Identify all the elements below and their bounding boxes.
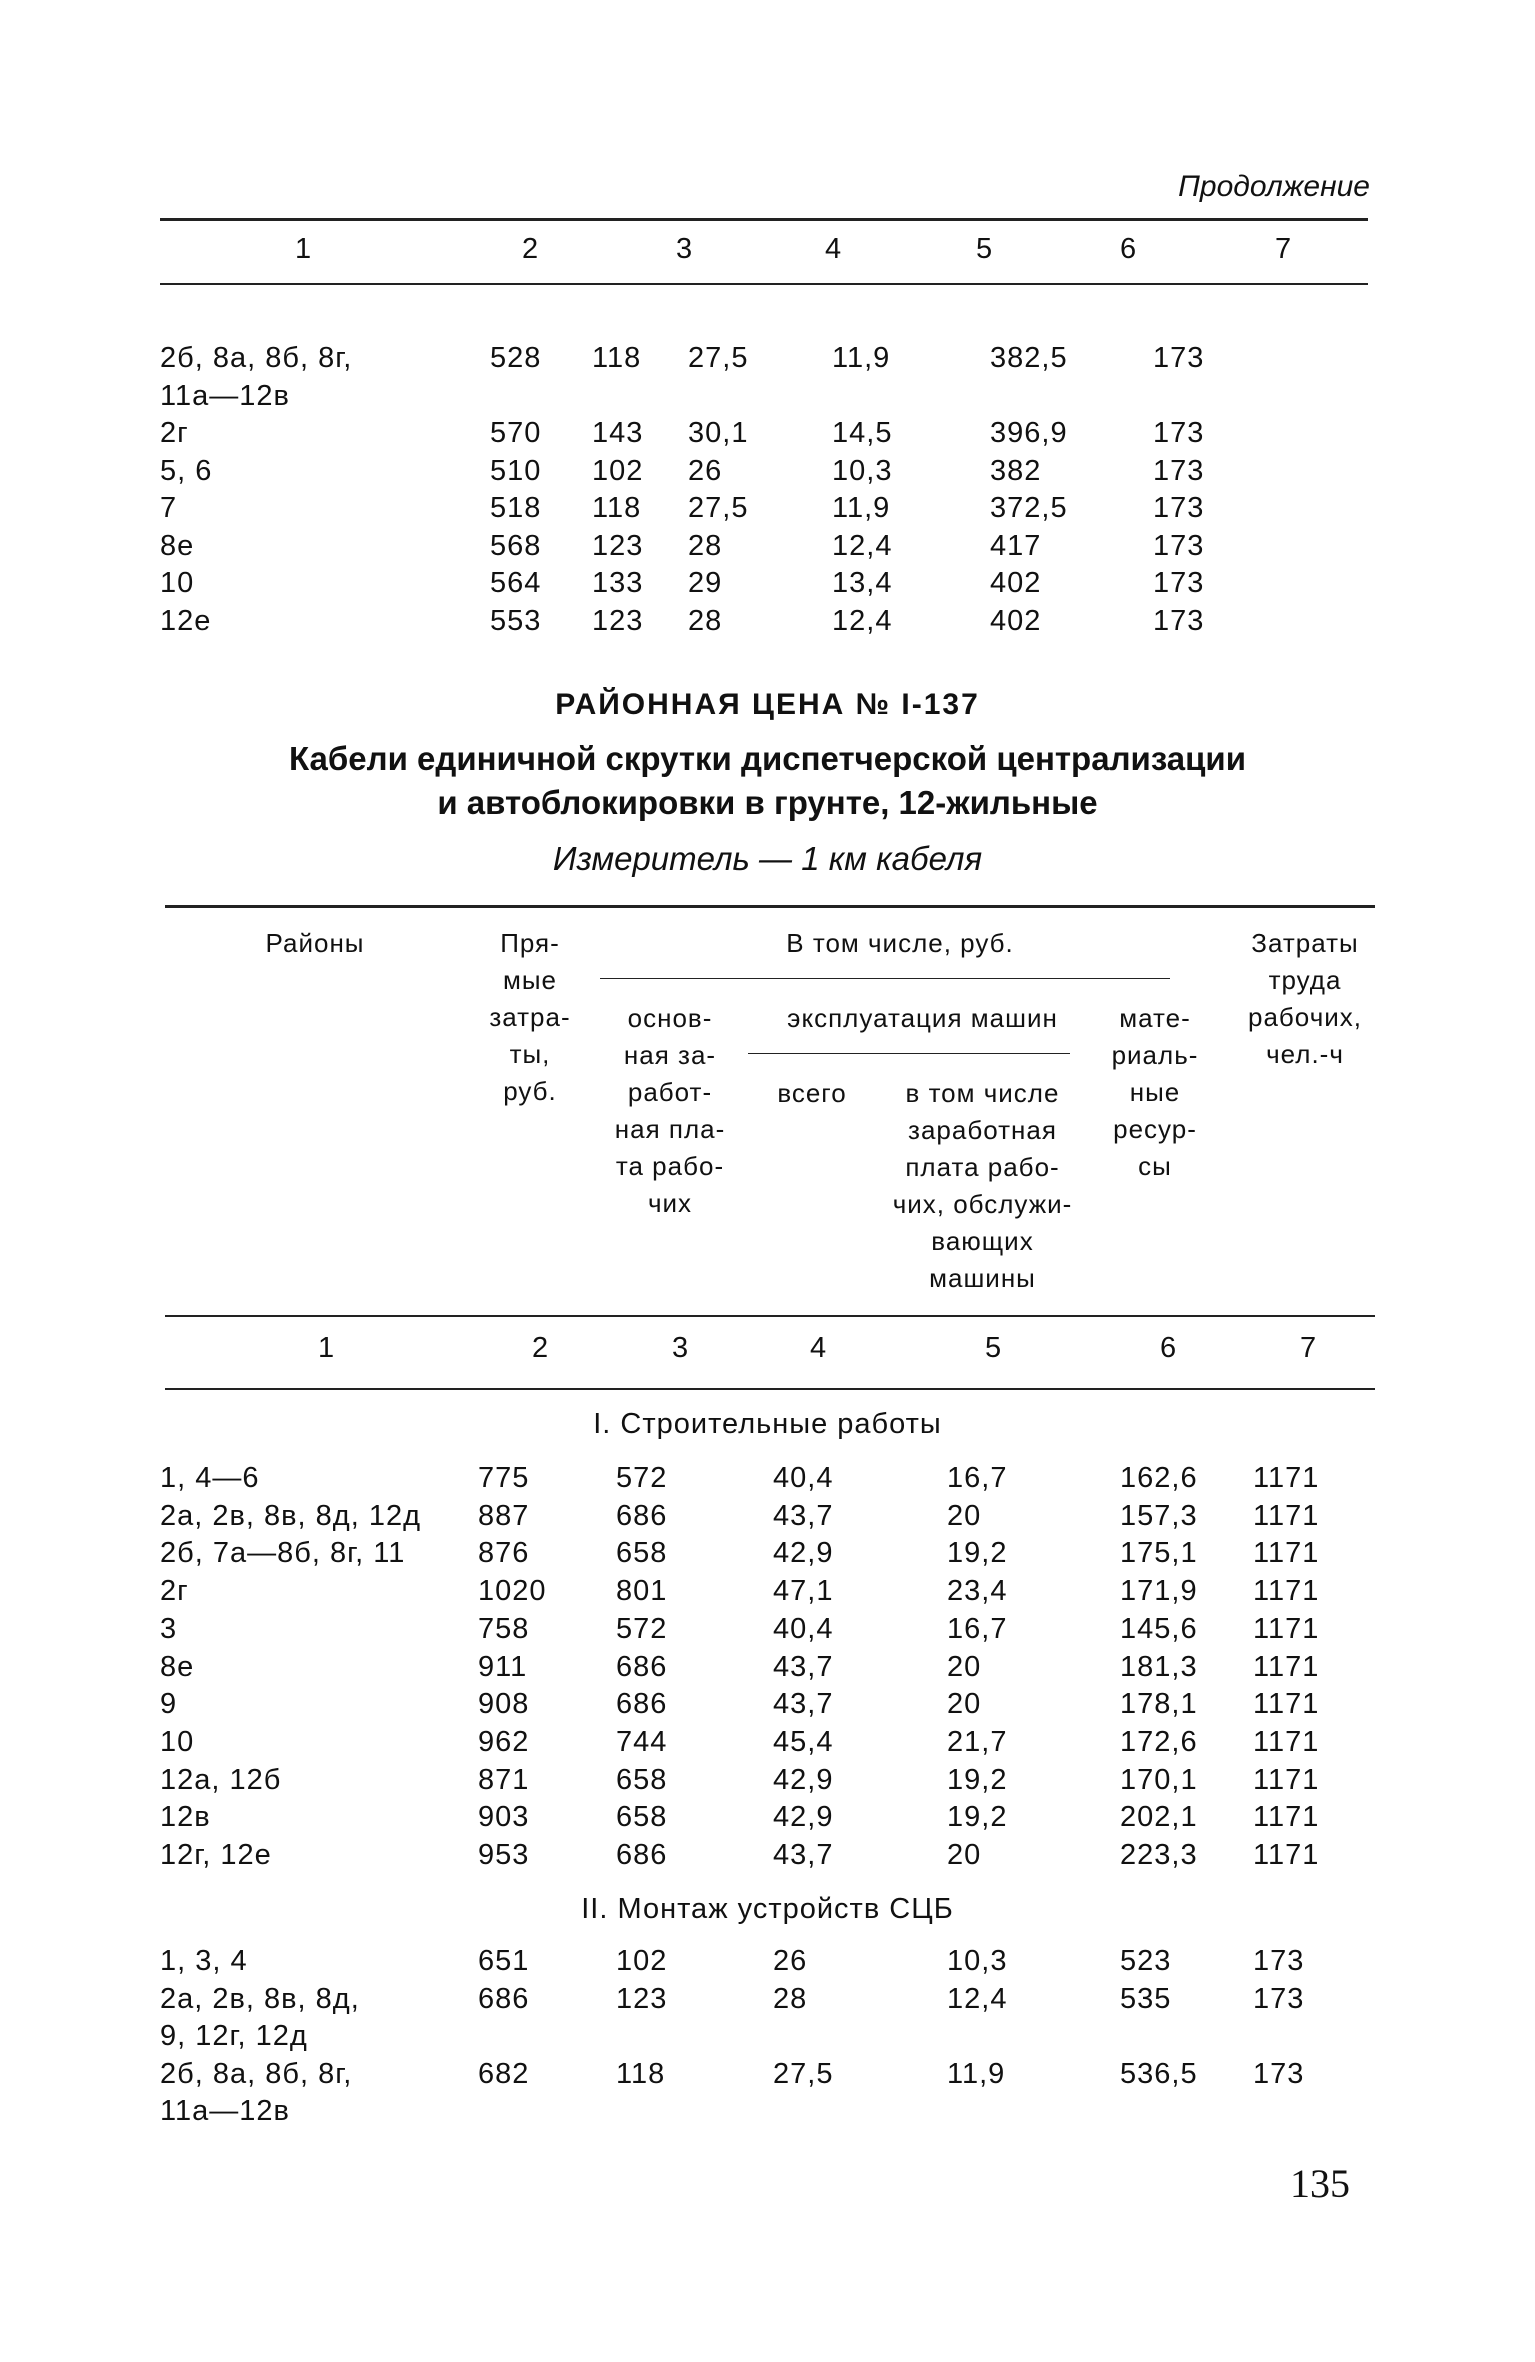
continuation-label: Продолжение — [1178, 170, 1370, 203]
section2-cell-col-3: 118 — [616, 2057, 666, 2090]
section2-cell-col-3: 102 — [616, 1945, 668, 1977]
section1-cell-col-1: 9 — [160, 1688, 178, 1721]
main-table-number-col-5: 5 — [985, 1332, 1003, 1364]
section2-cell-col-5: 10,3 — [947, 1945, 1008, 1977]
section1-cell-col-4: 42,9 — [773, 1801, 834, 1834]
section1-cell-col-7: 1171 — [1253, 1612, 1320, 1645]
top-table-cell-col-1: 5, 6 — [160, 454, 213, 487]
header-total: всего — [777, 1078, 847, 1108]
main-table-rule-top — [165, 905, 1375, 908]
top-table-number-col-3: 3 — [676, 233, 694, 265]
top-table-number-col-1: 1 — [295, 233, 313, 265]
top-table-cell-col-5: 11,9 — [832, 492, 891, 524]
top-table-cell-col-2: 518 — [490, 492, 542, 524]
section2-cell-col-4: 27,5 — [773, 2057, 834, 2090]
section1-cell-col-6: 171,9 — [1120, 1575, 1198, 1608]
section1-cell-col-7: 1171 — [1253, 1801, 1320, 1834]
section1-cell-col-5: 20 — [947, 1650, 982, 1683]
top-table-cell-col-5: 12,4 — [832, 529, 893, 562]
section1-cell-col-2: 876 — [478, 1537, 530, 1570]
top-table-cell-col-3: 102 — [592, 454, 644, 487]
top-table-cell-col-3: 123 — [592, 604, 644, 637]
section1-cell-col-7: 1171 — [1253, 1462, 1320, 1494]
section2-cell-col-4: 26 — [773, 1945, 808, 1977]
top-table-rule-header — [160, 283, 1368, 285]
top-table-cell-col-1: 12е — [160, 604, 212, 637]
section2-cell-col-1: 11а—12в — [160, 2095, 290, 2127]
section1-cell-col-6: 178,1 — [1120, 1688, 1198, 1721]
section1-cell-col-1: 12а, 12б — [160, 1763, 282, 1796]
top-table-cell-col-2: 564 — [490, 567, 542, 599]
top-table-cell-col-5: 12,4 — [832, 604, 893, 637]
top-table-cell-col-6: 382 — [990, 454, 1042, 487]
top-table-cell-col-4: 28 — [688, 529, 723, 562]
section1-cell-col-7: 1171 — [1253, 1725, 1320, 1758]
section1-title: I. Строительные работы — [593, 1408, 942, 1440]
top-table-cell-col-6: 417 — [990, 529, 1042, 562]
section2-cell-col-1: 2а, 2в, 8в, 8д, — [160, 1982, 360, 2015]
top-table-cell-col-3: 133 — [592, 567, 644, 599]
section1-cell-col-5: 19,2 — [947, 1801, 1008, 1834]
top-table-cell-col-4: 29 — [688, 567, 723, 599]
top-table-cell-col-6: 382,5 — [990, 342, 1068, 374]
header-basic-wages: основ- ная за- работ- ная пла- та рабо- чих — [614, 1003, 726, 1218]
section1-cell-col-4: 43,7 — [773, 1839, 834, 1871]
top-table-cell-col-2: 570 — [490, 417, 542, 449]
header-including-rule — [600, 978, 1170, 979]
section1-cell-col-7: 1171 — [1253, 1650, 1320, 1683]
section2-cell-col-6: 536,5 — [1120, 2057, 1198, 2090]
section1-cell-col-2: 775 — [478, 1462, 530, 1494]
section1-cell-col-3: 686 — [616, 1650, 668, 1683]
top-table-number-col-5: 5 — [976, 233, 994, 265]
section1-cell-col-3: 572 — [616, 1462, 668, 1494]
section1-cell-col-3: 686 — [616, 1839, 668, 1871]
section1-cell-col-4: 43,7 — [773, 1499, 834, 1532]
section1-cell-col-2: 758 — [478, 1612, 530, 1645]
section1-cell-col-4: 45,4 — [773, 1725, 834, 1758]
section1-cell-col-2: 911 — [478, 1650, 528, 1683]
top-table-cell-col-3: 143 — [592, 417, 644, 449]
section1-cell-col-2: 887 — [478, 1499, 530, 1532]
section2-cell-col-5: 12,4 — [947, 1982, 1008, 2015]
section2-cell-col-7: 173 — [1253, 1982, 1305, 2015]
section1-cell-col-6: 202,1 — [1120, 1801, 1198, 1834]
section1-cell-col-1: 2а, 2в, 8в, 8д, 12д — [160, 1499, 422, 1532]
main-table-number-col-1: 1 — [318, 1332, 336, 1364]
section1-cell-col-4: 43,7 — [773, 1650, 834, 1683]
section1-cell-col-4: 43,7 — [773, 1688, 834, 1721]
section1-cell-col-6: 175,1 — [1120, 1537, 1198, 1570]
top-table-cell-col-7: 173 — [1153, 342, 1205, 374]
section1-cell-col-1: 2г — [160, 1575, 189, 1608]
top-table-cell-col-1: 11а—12в — [160, 379, 290, 412]
main-table-number-col-6: 6 — [1160, 1332, 1178, 1364]
section1-cell-col-1: 3 — [160, 1612, 178, 1645]
section1-cell-col-6: 170,1 — [1120, 1763, 1198, 1796]
top-table-cell-col-3: 118 — [592, 342, 642, 374]
top-table-cell-col-7: 173 — [1153, 454, 1205, 487]
section1-cell-col-2: 908 — [478, 1688, 530, 1721]
section1-cell-col-5: 21,7 — [947, 1725, 1008, 1758]
measure-unit: Измеритель — 1 км кабеля — [552, 840, 983, 877]
regional-price-heading: РАЙОННАЯ ЦЕНА № I-137 — [555, 688, 980, 721]
section2-cell-col-1: 9, 12г, 12д — [160, 2020, 308, 2052]
top-table-cell-col-1: 2г — [160, 417, 189, 449]
section1-cell-col-2: 903 — [478, 1801, 530, 1834]
main-table-rule-numbers — [165, 1388, 1375, 1390]
top-table-rule-top — [160, 218, 1368, 221]
top-table-cell-col-2: 568 — [490, 529, 542, 562]
section2-cell-col-6: 523 — [1120, 1945, 1172, 1977]
section2-cell-col-2: 651 — [478, 1945, 530, 1977]
top-table-cell-col-6: 402 — [990, 567, 1042, 599]
header-including-wages: в том числе заработная плата рабо- чих, обслужи- вающих машины — [892, 1078, 1073, 1293]
top-table-cell-col-5: 14,5 — [832, 417, 893, 449]
top-table-cell-col-2: 510 — [490, 454, 542, 487]
section1-cell-col-5: 23,4 — [947, 1575, 1008, 1608]
top-table-cell-col-6: 402 — [990, 604, 1042, 637]
section1-cell-col-3: 801 — [616, 1575, 668, 1608]
section1-cell-col-5: 16,7 — [947, 1462, 1008, 1494]
section1-cell-col-1: 2б, 7а—8б, 8г, 11 — [160, 1537, 406, 1570]
top-table-cell-col-6: 372,5 — [990, 492, 1068, 524]
table-title-line1: Кабели единичной скрутки диспетчерской централизации — [288, 740, 1247, 777]
section1-cell-col-3: 686 — [616, 1688, 668, 1721]
section1-cell-col-4: 42,9 — [773, 1537, 834, 1570]
top-table-number-col-2: 2 — [522, 233, 540, 265]
section2-cell-col-4: 28 — [773, 1982, 808, 2015]
section1-cell-col-1: 8е — [160, 1650, 195, 1683]
section2-cell-col-3: 123 — [616, 1982, 668, 2015]
top-table-cell-col-1: 8е — [160, 529, 195, 562]
section2-cell-col-1: 2б, 8а, 8б, 8г, — [160, 2057, 353, 2090]
section1-cell-col-6: 172,6 — [1120, 1725, 1198, 1758]
section1-cell-col-2: 1020 — [478, 1575, 547, 1608]
section2-cell-col-5: 11,9 — [947, 2057, 1006, 2090]
section1-cell-col-4: 40,4 — [773, 1612, 834, 1645]
top-table-cell-col-5: 13,4 — [832, 567, 893, 599]
section2-cell-col-1: 1, 3, 4 — [160, 1945, 248, 1977]
top-table-number-col-6: 6 — [1120, 233, 1138, 265]
section1-cell-col-4: 47,1 — [773, 1575, 834, 1608]
top-table-cell-col-4: 27,5 — [688, 342, 749, 374]
top-table-cell-col-4: 30,1 — [688, 417, 749, 449]
top-table-cell-col-2: 553 — [490, 604, 542, 637]
section1-cell-col-1: 12в — [160, 1801, 211, 1834]
section1-cell-col-1: 10 — [160, 1725, 195, 1758]
section1-cell-col-1: 1, 4—6 — [160, 1462, 260, 1494]
top-table-cell-col-4: 28 — [688, 604, 723, 637]
section1-cell-col-5: 20 — [947, 1499, 982, 1532]
top-table-cell-col-4: 26 — [688, 454, 723, 487]
section1-cell-col-7: 1171 — [1253, 1688, 1320, 1721]
top-table-cell-col-3: 123 — [592, 529, 644, 562]
section1-cell-col-3: 572 — [616, 1612, 668, 1645]
section1-cell-col-3: 686 — [616, 1499, 668, 1532]
top-table-cell-col-6: 396,9 — [990, 417, 1068, 449]
top-table-number-col-4: 4 — [825, 233, 843, 265]
section1-cell-col-1: 12г, 12е — [160, 1839, 272, 1871]
section2-title: II. Монтаж устройств СЦБ — [581, 1893, 954, 1925]
section1-cell-col-3: 658 — [616, 1763, 668, 1796]
section1-cell-col-3: 658 — [616, 1537, 668, 1570]
header-including: В том числе, руб. — [786, 928, 1014, 958]
header-machine-operation: эксплуатация машин — [787, 1003, 1058, 1033]
top-table-cell-col-7: 173 — [1153, 492, 1205, 524]
top-table-cell-col-5: 11,9 — [832, 342, 891, 374]
section1-cell-col-2: 962 — [478, 1725, 530, 1758]
main-table-number-col-2: 2 — [532, 1332, 550, 1364]
section1-cell-col-6: 181,3 — [1120, 1650, 1198, 1683]
header-labor: Затраты труда рабочих, чел.-ч — [1248, 928, 1362, 1069]
section1-cell-col-5: 20 — [947, 1688, 982, 1721]
table-title-line2: и автоблокировки в грунте, 12-жильные — [437, 784, 1098, 821]
section1-cell-col-3: 658 — [616, 1801, 668, 1834]
section2-cell-col-2: 686 — [478, 1982, 530, 2015]
section1-cell-col-7: 1171 — [1253, 1499, 1320, 1532]
section1-cell-col-7: 1171 — [1253, 1575, 1320, 1608]
top-table-cell-col-7: 173 — [1153, 417, 1205, 449]
section1-cell-col-2: 953 — [478, 1839, 530, 1871]
top-table-cell-col-7: 173 — [1153, 604, 1205, 637]
section1-cell-col-5: 19,2 — [947, 1537, 1008, 1570]
top-table-number-col-7: 7 — [1275, 233, 1293, 265]
top-table-cell-col-1: 2б, 8а, 8б, 8г, — [160, 342, 353, 374]
top-table-cell-col-3: 118 — [592, 492, 642, 524]
section2-cell-col-6: 535 — [1120, 1982, 1172, 2015]
main-table-number-col-7: 7 — [1300, 1332, 1318, 1364]
section1-cell-col-4: 40,4 — [773, 1462, 834, 1494]
section1-cell-col-3: 744 — [616, 1725, 668, 1758]
main-table-number-col-4: 4 — [810, 1332, 828, 1364]
section1-cell-col-5: 20 — [947, 1839, 982, 1871]
section1-cell-col-7: 1171 — [1253, 1763, 1320, 1796]
header-machine-rule — [748, 1053, 1070, 1054]
top-table-cell-col-2: 528 — [490, 342, 542, 374]
section1-cell-col-6: 145,6 — [1120, 1612, 1198, 1645]
top-table-cell-col-1: 7 — [160, 492, 178, 524]
section1-cell-col-6: 157,3 — [1120, 1499, 1198, 1532]
section2-cell-col-2: 682 — [478, 2057, 530, 2090]
section2-cell-col-7: 173 — [1253, 1945, 1305, 1977]
header-regions: Районы — [265, 928, 365, 958]
top-table-cell-col-4: 27,5 — [688, 492, 749, 524]
top-table-cell-col-7: 173 — [1153, 567, 1205, 599]
section1-cell-col-2: 871 — [478, 1763, 530, 1796]
section1-cell-col-4: 42,9 — [773, 1763, 834, 1796]
top-table-cell-col-7: 173 — [1153, 529, 1205, 562]
section1-cell-col-7: 1171 — [1253, 1537, 1320, 1570]
page-number: 135 — [1290, 2161, 1350, 2206]
section1-cell-col-5: 19,2 — [947, 1763, 1008, 1796]
section1-cell-col-6: 162,6 — [1120, 1462, 1198, 1494]
section2-cell-col-7: 173 — [1253, 2057, 1305, 2090]
header-direct-costs: Пря- мые затра- ты, руб. — [489, 928, 571, 1106]
header-materials: мате- риаль- ные ресур- сы — [1111, 1003, 1199, 1181]
section1-cell-col-5: 16,7 — [947, 1612, 1008, 1645]
top-table-cell-col-1: 10 — [160, 567, 195, 599]
top-table-cell-col-5: 10,3 — [832, 454, 893, 487]
section1-cell-col-7: 1171 — [1253, 1839, 1320, 1871]
main-table-number-col-3: 3 — [672, 1332, 690, 1364]
main-table-rule-header — [165, 1315, 1375, 1317]
section1-cell-col-6: 223,3 — [1120, 1839, 1198, 1871]
